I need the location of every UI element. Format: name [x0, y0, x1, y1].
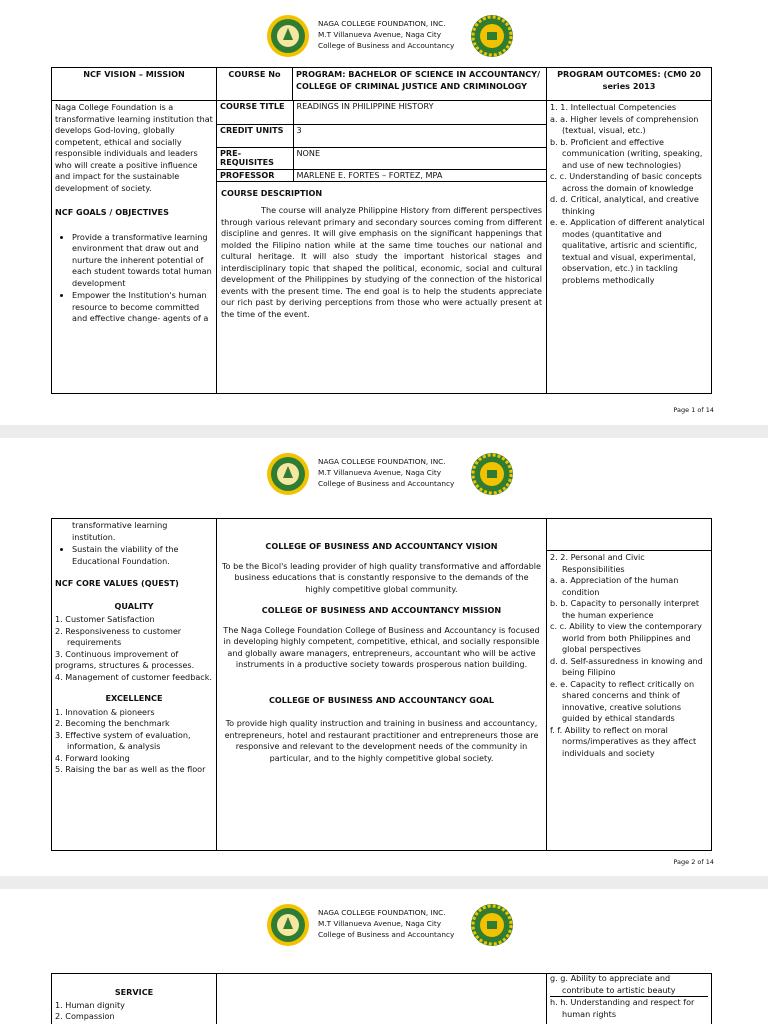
vision-mission-heading: NCF VISION – MISSION: [52, 68, 217, 101]
page-header: [0, 14, 768, 60]
outcome-item: f. f. Ability to reflect on moral norms/imperatives as they affect individuals and society: [550, 724, 697, 758]
college-mission-heading: COLLEGE OF BUSINESS AND ACCOUNTANCY MISSION: [261, 605, 502, 615]
excellence-item: 3. Effective system of evaluation, information, & analysis: [55, 729, 191, 751]
core-values-cell: [52, 519, 217, 851]
college-goal-heading: COLLEGE OF BUSINESS AND ACCOUNTANCY GOAL: [268, 694, 495, 705]
vision-cell: [52, 101, 217, 394]
goal-item: • Sustain the viability of the Educational Foundation.: [72, 544, 213, 567]
college-name: College of Business and Accountancy: [318, 41, 455, 50]
syllabus-table-page-2: [51, 518, 712, 851]
page-header: [0, 452, 768, 498]
excellence-heading: EXCELLENCE: [105, 693, 163, 703]
college-statements-cell: [217, 974, 547, 1024]
goals-list-continued: [55, 520, 213, 567]
college-seal-icon: [266, 14, 310, 58]
outcome-item: e. e. Application of different analytical modes (quantitative and qualitative, artisric and scientific, textual and visual, experimental, observation, etc.) in tackling problems methodically: [550, 217, 705, 285]
document-page-3: [0, 889, 768, 1024]
quality-item: 4. Management of customer feedback.: [55, 671, 212, 682]
course-title-label: COURSE TITLE: [217, 101, 293, 124]
page-number: Page 2 of 14: [673, 858, 714, 866]
description-heading: COURSE DESCRIPTION: [221, 187, 323, 198]
college-statements-cell: [217, 519, 547, 851]
department-seal-icon: [470, 452, 514, 496]
department-seal-icon: [470, 903, 514, 947]
quality-heading: QUALITY: [114, 600, 154, 611]
program-heading: PROGRAM: BACHELOR OF SCIENCE IN ACCOUNTANCY/ COLLEGE OF CRIMINAL JUSTICE AND CRIMINOLOGY: [293, 68, 547, 101]
syllabus-table-page-3: [51, 973, 712, 1024]
outcome-item: h. h. Understanding and respect for human rights: [550, 996, 708, 1020]
course-title-value: READINGS IN PHILIPPINE HISTORY: [293, 101, 547, 124]
outcome-item: d. d. Self-assuredness in knowing and being Filipino: [550, 655, 703, 677]
excellence-item: 5. Raising the bar as well as the floor: [55, 764, 206, 774]
course-description-block: [217, 182, 546, 321]
vision-text: Naga College Foundation is a transformative learning institution that develops God-loving, globally competent, ethical and socially responsible individuals and leaders who will create a positive influence and impact for the sustainable development of society.: [55, 102, 213, 193]
institution-street: M.T Villanueva Avenue, Naga City: [318, 468, 442, 477]
outcomes-cell: [547, 101, 712, 394]
institution-name: NAGA COLLEGE FOUNDATION, INC.: [318, 908, 446, 917]
institution-name: NAGA COLLEGE FOUNDATION, INC.: [318, 19, 446, 28]
outcomes-heading: PROGRAM OUTCOMES: (CM0 20 series 2013: [547, 68, 712, 101]
outcome-item: 1. 1. Intellectual Competencies: [550, 102, 677, 112]
outcome-item: c. c. Understanding of basic concepts across the domain of knowledge: [550, 171, 702, 193]
prereq-label: PRE-REQUISITES: [217, 147, 293, 169]
outcome-item: e. e. Capacity to reflect critically on shared concerns and think of innovative, creative solutions guided by ethical standards: [550, 678, 695, 723]
outcomes-list: [547, 973, 711, 1020]
excellence-item: 2. Becoming the benchmark: [55, 718, 170, 728]
outcome-item: g. g. Ability to appreciate and contribute to artistic beauty: [550, 973, 676, 995]
outcomes-list: [547, 550, 711, 760]
document-page-2: [0, 438, 768, 876]
outcome-item: d. d. Critical, analytical, and creative thinking: [550, 194, 699, 216]
course-info-table: [217, 101, 547, 182]
college-vision-text: To be the Bicol's leading provider of high quality transformative and affordable business educations that is constantly responsive to the demands of the highly competitive global community.: [221, 560, 541, 594]
outcome-item: 2. 2. Personal and Civic Responsibilities: [550, 552, 645, 574]
college-goal-text: To provide high quality instruction and training in business and accountancy, entrepreneurs, hotel and restaurant practitioner and entrepreneurs those are responsive and relevant to the development needs of the community in particular, and to the highly competitive global society.: [224, 718, 539, 763]
college-mission-text: The Naga College Foundation College of Business and Accountancy is focused in developing highly competent, competitive, ethical, and socially responsible and globally aware managers, entrepreneurs, accountant who will be active instruments in a productive society towards prosperous nation building.: [223, 624, 540, 669]
goal-item: transformative learning institution.: [72, 520, 168, 542]
goal-item: • Empower the Institution's human resource to become committed and effective change- agents of a: [72, 290, 213, 325]
service-item: 1. Human dignity: [55, 999, 125, 1010]
goals-list: [55, 232, 213, 325]
excellence-item: 1. Innovation & pioneers: [55, 706, 155, 717]
professor-value: MARLENE E. FORTES – FORTEZ, MPA: [293, 169, 547, 181]
goal-item: • Provide a transformative learning environment that draw out and nurture the inherent potential of each student towards total human development: [72, 232, 213, 290]
page-number: Page 1 of 14: [673, 406, 714, 414]
college-vision-heading: COLLEGE OF BUSINESS AND ACCOUNTANCY VISION: [265, 541, 498, 551]
institution-street: M.T Villanueva Avenue, Naga City: [318, 919, 442, 928]
service-heading: SERVICE: [114, 987, 154, 997]
outcome-item: b. b. Proficient and effective communication (writing, speaking, and use of new technologies): [550, 136, 703, 170]
excellence-item: 4. Forward looking: [55, 752, 130, 763]
quality-item: 2. Responsiveness to customer requirements: [55, 625, 182, 647]
college-name: College of Business and Accountancy: [318, 930, 455, 939]
course-info-cell: [217, 101, 547, 394]
core-values-heading: NCF CORE VALUES (QUEST): [55, 578, 179, 588]
outcome-item: a. a. Appreciation of the human condition: [550, 575, 679, 597]
quality-item: 3. Continuous improvement of programs, structures & processes.: [55, 648, 195, 670]
institution-address: [318, 18, 454, 51]
page-header: [0, 903, 768, 949]
description-text: The course will analyze Philippine History from different perspectives through various relevant primary and secondary sources coming from different discipline and genres. It will give emphasis on the significant happenings that molded the Filipino nation while at the same time touches our national and cultural heritage. It will also study the important historical stages and interdisciplinary topic that shaped the political, economic, social and cultural development of the Philippines by studying of the connection of the historical events with the present time. The end goal is to help the students appreciate our rich past by deriving perceptions from those who were actually present at the time of the event.: [221, 205, 542, 319]
college-seal-icon: [266, 452, 310, 496]
prereq-value: NONE: [293, 147, 547, 169]
institution-address: [318, 456, 454, 489]
document-page-1: [0, 0, 768, 425]
outcomes-cell: [547, 974, 712, 1024]
professor-label: PROFESSOR: [217, 169, 293, 181]
outcome-item: b. b. Capacity to personally interpret the human experience: [550, 598, 700, 620]
core-values-cell: [52, 974, 217, 1024]
department-seal-icon: [470, 14, 514, 58]
service-item: 2. Compassion: [55, 1011, 115, 1021]
college-seal-icon: [266, 903, 310, 947]
syllabus-table-page-1: [51, 67, 712, 394]
goals-heading: NCF GOALS / OBJECTIVES: [55, 207, 169, 217]
institution-name: NAGA COLLEGE FOUNDATION, INC.: [318, 457, 446, 466]
institution-address: [318, 907, 454, 940]
outcome-item: a. a. Higher levels of comprehension (textual, visual, etc.): [550, 113, 699, 135]
institution-street: M.T Villanueva Avenue, Naga City: [318, 30, 442, 39]
course-no-label: COURSE No: [217, 68, 293, 101]
credit-units-label: CREDIT UNITS: [217, 124, 293, 147]
outcome-item: c. c. Ability to view the contemporary world from both Philippines and global perspectives: [550, 621, 702, 654]
quality-item: 1. Customer Satisfaction: [55, 614, 155, 624]
college-name: College of Business and Accountancy: [318, 479, 455, 488]
credit-units-value: 3: [293, 124, 547, 147]
outcomes-cell: [547, 519, 712, 851]
